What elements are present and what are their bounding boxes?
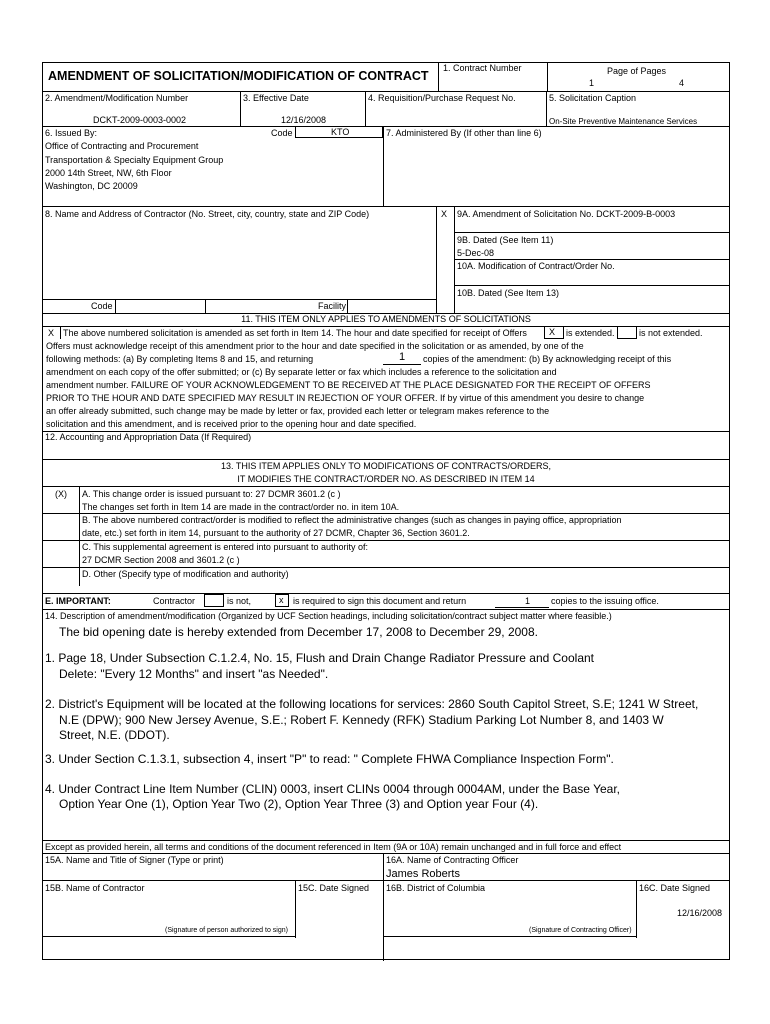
item-11-copies: 1	[399, 351, 406, 363]
issued-by-label: 6. Issued By:	[45, 128, 98, 138]
issued-line-3: 2000 14th Street, NW, 6th Floor	[45, 168, 172, 178]
item-14-p2b: N.E (DPW); 900 New Jersey Avenue, S.E.; Robert F. Kennedy (RFK) Stadium Parking Lot Number 8, and 1403 W	[59, 713, 664, 727]
signer-name-label: 15A. Name and Title of Signer (Type or print)	[45, 855, 224, 865]
item-11-line-6: PRIOR TO THE HOUR AND DATE SPECIFIED MAY RESULT IN REJECTION OF YOUR OFFER. If by virtue of this amendment you desire to change	[46, 393, 645, 403]
item-13-c-line-2: 27 DCMR Section 2008 and 3601.2 (c )	[82, 555, 240, 565]
important-copies-tail: copies to the issuing office.	[551, 596, 659, 606]
item-13-c-line-1: C. This supplemental agreement is entered into pursuant to authority of:	[82, 542, 368, 552]
important-contractor: Contractor	[153, 596, 196, 606]
extended-check[interactable]: X	[549, 327, 556, 337]
item-14-p2c: Street, N.E. (DDOT).	[59, 728, 170, 742]
important-copies: 1	[525, 596, 531, 606]
officer-date-signed-value: 12/16/2008	[677, 908, 723, 918]
item-14-p3: 3. Under Section C.1.3.1, subsection 4, insert "P" to read: " Complete FHWA Compliance Inspection Form".	[45, 752, 614, 766]
important-required: is required to sign this document and return	[293, 596, 467, 606]
item-11-heading: 11. THIS ITEM ONLY APPLIES TO AMENDMENTS OF SOLICITATIONS	[241, 314, 531, 324]
solicitation-caption-value: On-Site Preventive Maintenance Services	[549, 117, 698, 126]
item-11-line-2: Offers must acknowledge receipt of this amendment prior to the hour and date specified in the solicitation or as amended, by one of the	[46, 341, 584, 351]
item-14-p4a: 4. Under Contract Line Item Number (CLIN) 0003, insert CLINs 0004 through 0004AM, under the Base Year,	[45, 782, 620, 796]
item-12-label: 12. Accounting and Appropriation Data (If Required)	[45, 432, 252, 442]
amendment-9a-check[interactable]: X	[441, 209, 448, 219]
dated-9b-label: 9B. Dated (See Item 11)	[457, 235, 554, 245]
item-14-intro: The bid opening date is hereby extended from December 17, 2008 to December 29, 2008.	[59, 625, 538, 639]
page-current: 1	[589, 78, 595, 88]
modification-10a: 10A. Modification of Contract/Order No.	[457, 261, 615, 271]
item-11-line-7: an offer already submitted, such change may be made by letter or fax, provided each letter or telegram makes reference to the	[46, 406, 550, 416]
contractor-address-label: 8. Name and Address of Contractor (No. Street, city, country, state and ZIP Code)	[45, 209, 370, 219]
administered-by-label: 7. Administered By (If other than line 6)	[386, 128, 542, 138]
item-14-p4b: Option Year One (1), Option Year Two (2), Option Year Three (3) and Option year Four (4).	[59, 797, 539, 811]
contractor-date-signed-label: 15C. Date Signed	[298, 883, 370, 893]
contractor-signature-caption: (Signature of person authorized to sign)	[165, 927, 288, 934]
item-11-line-1: The above numbered solicitation is amended as set forth in Item 14. The hour and date specified for receipt of Offers	[63, 328, 527, 338]
page-of-pages-label: Page of Pages	[607, 66, 667, 76]
effective-date-label: 3. Effective Date	[243, 93, 309, 103]
item-14-p1a: 1. Page 18, Under Subsection C.1.2.4, No. 15, Flush and Drain Change Radiator Pressure and Coolant	[45, 651, 594, 665]
issued-line-1: Office of Contracting and Procurement	[45, 141, 199, 151]
issued-line-2: Transportation & Specialty Equipment Group	[45, 155, 224, 165]
facility-label: Facility	[318, 301, 347, 311]
amendment-9a: 9A. Amendment of Solicitation No. DCKT-2009-B-0003	[457, 209, 676, 219]
requisition-label: 4. Requisition/Purchase Request No.	[368, 93, 516, 103]
item-11-check[interactable]: X	[48, 328, 55, 338]
item-14-p2a: 2. District's Equipment will be located at the following locations for services: 2860 South Capitol Street, S.E; 1241 W Street,	[45, 697, 699, 711]
important-is-not: is not,	[227, 596, 252, 606]
dated-10b: 10B. Dated (See Item 13)	[457, 288, 560, 298]
officer-signature-caption: (Signature of Contracting Officer)	[529, 927, 632, 934]
item-13-heading-2: IT MODIFIES THE CONTRACT/ORDER NO. AS DESCRIBED IN ITEM 14	[237, 474, 535, 484]
item-14-p1b: Delete: "Every 12 Months" and insert "as Needed".	[59, 667, 329, 681]
contract-number-label: 1. Contract Number	[443, 63, 522, 73]
contractor-name-label: 15B. Name of Contractor	[45, 883, 145, 893]
contractor-code-label: Code	[91, 301, 113, 311]
item-11-line-4: amendment on each copy of the offer submitted; or (c) By separate letter or fax which includes a reference to the solicitation and	[46, 367, 557, 377]
contracting-officer-label: 16A. Name of Contracting Officer	[386, 855, 519, 865]
extended-label: is extended.	[566, 328, 615, 338]
amendment-number-value: DCKT-2009-0003-0002	[93, 115, 187, 125]
amendment-number-label: 2. Amendment/Modification Number	[45, 93, 189, 103]
amendment-form	[42, 62, 730, 960]
except-clause: Except as provided herein, all terms and conditions of the document referenced in Item (9A or 10A) remain unchanged and in full force and effect	[45, 842, 622, 852]
item-13-heading-1: 13. THIS ITEM APPLIES ONLY TO MODIFICATIONS OF CONTRACTS/ORDERS,	[220, 461, 552, 471]
item-13-b-line-2: date, etc.) set forth in item 14, pursuant to the authority of 27 DCMR, Chapter 36, Section 3601.2.	[82, 528, 470, 538]
item-13-a-line-2: The changes set forth in Item 14 are made in the contract/order no. in item 10A.	[82, 502, 400, 512]
item-11-line-3a: following methods: (a) By completing Items 8 and 15, and returning	[46, 354, 314, 364]
form-title: AMENDMENT OF SOLICITATION/MODIFICATION OF CONTRACT	[48, 69, 429, 83]
officer-date-signed-label: 16C. Date Signed	[639, 883, 711, 893]
item-11-line-5: amendment number. FAILURE OF YOUR ACKNOWLEDGEMENT TO BE RECEIVED AT THE PLACE DESIGNATED FOR THE RECEIPT OF OFFERS	[46, 380, 651, 390]
effective-date-value: 12/16/2008	[281, 115, 327, 125]
item-13-d-line-1: D. Other (Specify type of modification and authority)	[82, 569, 289, 579]
issued-code-label: Code	[271, 128, 293, 138]
issued-code-value: KTO	[331, 127, 350, 137]
contracting-officer-name: James Roberts	[386, 868, 460, 880]
solicitation-caption-label: 5. Solicitation Caption	[549, 93, 637, 103]
district-of-columbia-label: 16B. District of Columbia	[386, 883, 486, 893]
page-total: 4	[679, 78, 685, 88]
item-13-check-a[interactable]: (X)	[55, 489, 67, 499]
important-label: E. IMPORTANT:	[45, 596, 111, 606]
item-11-line-3b: copies of the amendment: (b) By acknowledging receipt of this	[423, 354, 672, 364]
item-13-b-line-1: B. The above numbered contract/order is modified to reflect the administrative changes (such as changes in paying office, appropriation	[82, 515, 622, 525]
item-13-a-line-1: A. This change order is issued pursuant to: 27 DCMR 3601.2 (c )	[82, 489, 341, 499]
issued-line-4: Washington, DC 20009	[45, 181, 138, 191]
item-14-label: 14. Description of amendment/modification (Organized by UCF Section headings, including solicitation/contract subject matter where feasible.)	[45, 611, 612, 621]
item-11-line-8: solicitation and this amendment, and is received prior to the opening hour and date specified.	[46, 419, 417, 429]
dated-9b-value: 5-Dec-08	[457, 248, 495, 258]
important-check[interactable]: x	[279, 595, 284, 605]
not-extended-label: is not extended.	[639, 328, 703, 338]
